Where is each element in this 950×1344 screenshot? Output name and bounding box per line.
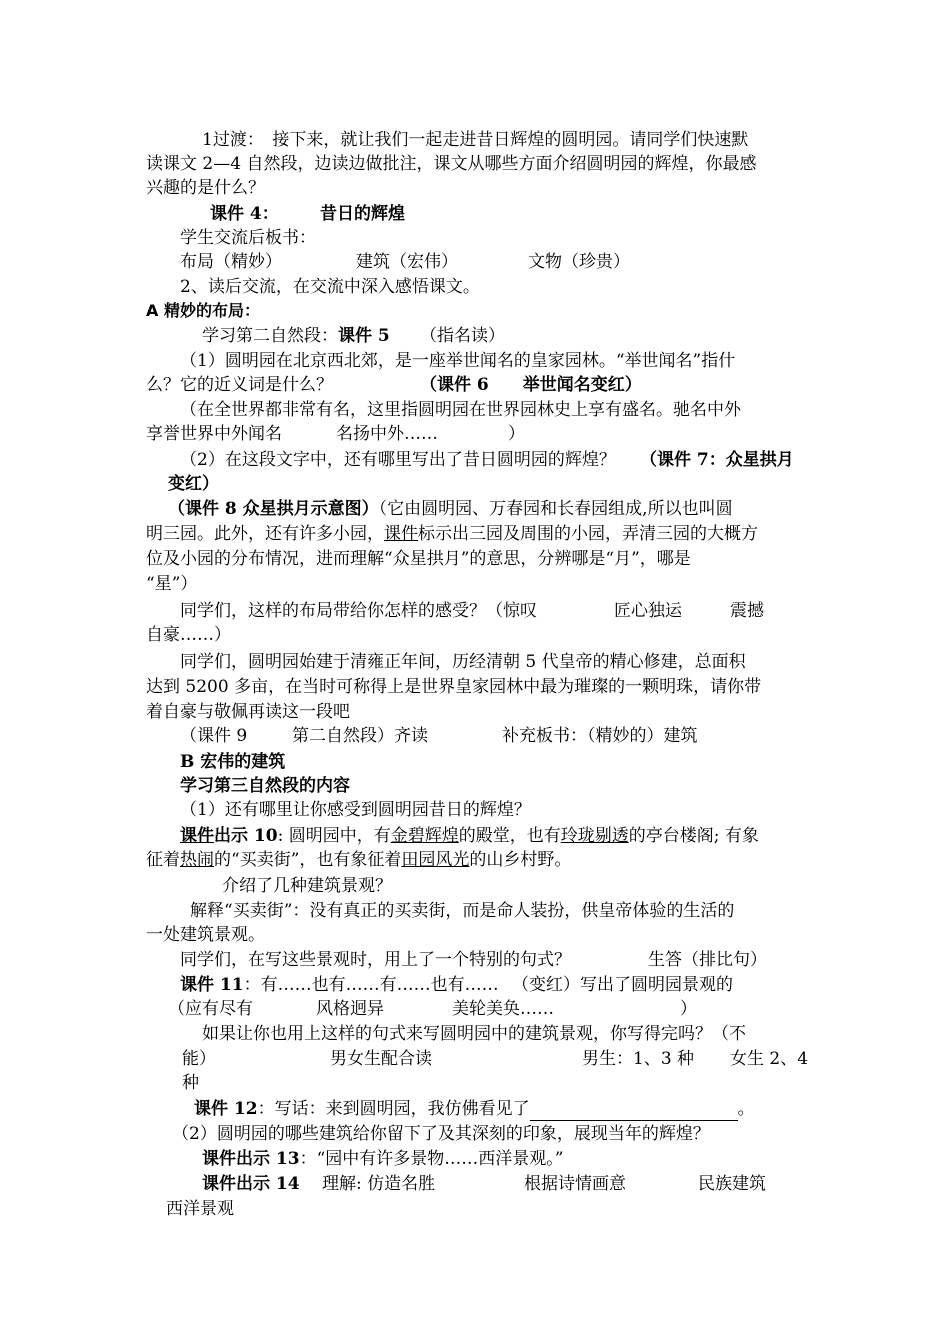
section-heading: A 精妙的布局： (146, 301, 260, 320)
paragraph-line: 名扬中外…… (336, 424, 438, 444)
underlined-term: 金碧辉煌 (390, 826, 459, 846)
paragraph-line: 1过渡： 接下来，就让我们一起走进昔日辉煌的圆明园。请同学们快速默 (202, 130, 749, 150)
paragraph-line (180, 973, 499, 997)
fill-in-blank (530, 1102, 738, 1121)
paragraph-line: 民族建筑 (698, 1174, 766, 1194)
board-item: 文物（珍贵） (528, 252, 630, 272)
paragraph-line: 女生 2、4 (730, 1049, 809, 1069)
paragraph-line: （2）圆明园的哪些建筑给你留下了及其深刻的印象，展现当年的辉煌？ (172, 1124, 710, 1144)
text-span: 。 (737, 1099, 755, 1119)
paragraph-line (194, 1097, 755, 1121)
courseware-label: 课件 (180, 826, 214, 846)
underlined-term: 课件 (384, 524, 418, 544)
paragraph-line: 第二自然段）齐读 (292, 726, 428, 746)
text-span: 学习第二自然段： (202, 326, 338, 346)
underlined-term: 玲珑剔透 (560, 826, 629, 846)
paragraph-line (168, 497, 733, 521)
text-span: 的“买卖街”，也有象征着 (214, 850, 402, 870)
paragraph-line: 兴趣的是什么？ (146, 178, 265, 198)
paragraph-line: 补充板书：（精妙的）建筑 (502, 726, 698, 746)
paragraph-line: 享誉世界中外闻名 (146, 424, 282, 444)
paragraph-line: （应有尽有 (168, 999, 253, 1019)
paragraph-line: 达到 5200 多亩，在当时可称得上是世界皇家园林中最为璀璨的一颗明珠，请你带 (146, 677, 762, 697)
board-item: 建筑（宏伟） (356, 252, 458, 272)
paragraph-line: （1）还有哪里让你感受到圆明园昔日的辉煌？ (180, 800, 531, 820)
paragraph-line: 一处建筑景观。 (146, 925, 265, 945)
courseware-label: （课件 7：众星拱月 (640, 450, 794, 470)
paragraph-line: 读课文 2—4 自然段，边读边做批注，课文从哪些方面介绍圆明园的辉煌，你最感 (146, 154, 757, 174)
paragraph-line: 风格迥异 (316, 999, 384, 1019)
paragraph-line: （课件 9 (180, 726, 248, 746)
text-span: 标示出三园及周围的小园，弄清三园的大概方 (418, 524, 758, 544)
text-span: 征着 (146, 850, 180, 870)
subsection-heading: 学习第三自然段的内容 (180, 776, 350, 796)
paragraph-line: 男生：1、3 种 (582, 1049, 695, 1069)
paragraph-line: 匠心独运 (614, 601, 682, 621)
underlined-term: 热闹 (180, 850, 214, 870)
paragraph-line: 解释“买卖街”：没有真正的买卖街，而是命人装扮，供皇帝体验的生活的 (190, 901, 735, 921)
paragraph-line: （1）圆明园在北京西北郊，是一座举世闻名的皇家园林。“举世闻名”指什 (180, 351, 736, 371)
paragraph-line: 理解: 仿造名胜 (322, 1174, 436, 1194)
paragraph-line: “星”） (146, 574, 198, 594)
paragraph-line: 学生交流后板书： (180, 228, 316, 248)
paragraph-line: 同学们，在写这些景观时，用上了一个特别的句式？ (180, 950, 571, 970)
text-span: （它由圆明园、万春园和长春园组成,所以也叫圆 (378, 499, 733, 519)
paragraph-line: （指名读） (420, 326, 505, 346)
courseware-label: 课件出示 13 (202, 1149, 300, 1169)
paragraph-line: ） (680, 999, 697, 1019)
paragraph-line: 震撼 (730, 601, 764, 621)
paragraph-line: 能） (182, 1049, 216, 1069)
paragraph-line: 生答（排比句） (648, 950, 767, 970)
text-span: 的山乡村野。 (469, 850, 572, 870)
courseware-label: 课件出示 14 (202, 1174, 300, 1194)
section-heading: B 宏伟的建筑 (180, 752, 286, 772)
paragraph-line (180, 824, 759, 848)
text-span: 的亭台楼阁; 有象 (628, 826, 759, 846)
courseware-title: 昔日的辉煌 (320, 204, 405, 224)
paragraph-line: 西洋景观 (166, 1199, 234, 1219)
paragraph-line: 种 (182, 1073, 199, 1093)
courseware-label: （课件 8 众星拱月示意图） (168, 499, 379, 519)
paragraph-line (202, 324, 390, 348)
paragraph-line: 男女生配合读 (330, 1049, 432, 1069)
paragraph-line: 美轮美奂…… (452, 999, 554, 1019)
paragraph-line: 介绍了几种建筑景观？ (222, 876, 392, 896)
courseware-label: 课件 4： (210, 204, 279, 224)
paragraph-line (146, 848, 571, 872)
paragraph-line: ） (508, 424, 525, 444)
paragraph-line: （2）在这段文字中，还有哪里写出了昔日圆明园的辉煌？ (180, 450, 616, 470)
text-span: 明三园。此外，还有许多小园， (146, 524, 384, 544)
paragraph-line (202, 1147, 563, 1171)
text-span: ：“园中有许多景物……西洋景观。” (299, 1149, 564, 1169)
courseware-label: 课件 11 (180, 975, 244, 995)
paragraph-line: 同学们，圆明园始建于清雍正年间，历经清朝 5 代皇帝的精心修建，总面积 (180, 652, 746, 672)
courseware-label: 课件 5 (338, 326, 390, 346)
courseware-label: 出示 10 (214, 826, 278, 846)
paragraph-line: （在全世界都非常有名，这里指圆明园在世界园林史上享有盛名。驰名中外 (180, 400, 741, 420)
text-span: ：有……也有……有……也有…… (243, 975, 499, 995)
text-span: ：写话：来到圆明园，我仿佛看见了 (257, 1099, 530, 1119)
paragraph-line: （变红）写出了圆明园景观的 (512, 975, 733, 995)
text-span: : 圆明园中，有 (277, 826, 391, 846)
paragraph-line: 根据诗情画意 (524, 1174, 626, 1194)
paragraph-line: 如果让你也用上这样的句式来写圆明园中的建筑景观，你写得完吗？（不 (202, 1024, 746, 1044)
courseware-label: 课件 12 (194, 1099, 258, 1119)
paragraph-line: 着自豪与敬佩再读这一段吧 (146, 702, 350, 722)
courseware-label: 变红） (168, 474, 219, 494)
board-item: 布局（精妙） (180, 252, 282, 272)
paragraph-line: 同学们，这样的布局带给你怎样的感受？（惊叹 (180, 601, 537, 621)
text-span: 的殿堂，也有 (458, 826, 561, 846)
paragraph-line: 自豪……） (146, 625, 231, 645)
paragraph-line: 么？它的近义词是什么？ (146, 375, 333, 395)
paragraph-line: 2、读后交流，在交流中深入感悟课文。 (180, 277, 480, 297)
paragraph-line (146, 522, 758, 546)
paragraph-line: 位及小园的分布情况，进而理解“众星拱月”的意思，分辨哪是“月”，哪是 (146, 549, 691, 569)
courseware-label: （课件 6 举世闻名变红） (420, 375, 642, 395)
underlined-term: 田园风光 (401, 850, 470, 870)
